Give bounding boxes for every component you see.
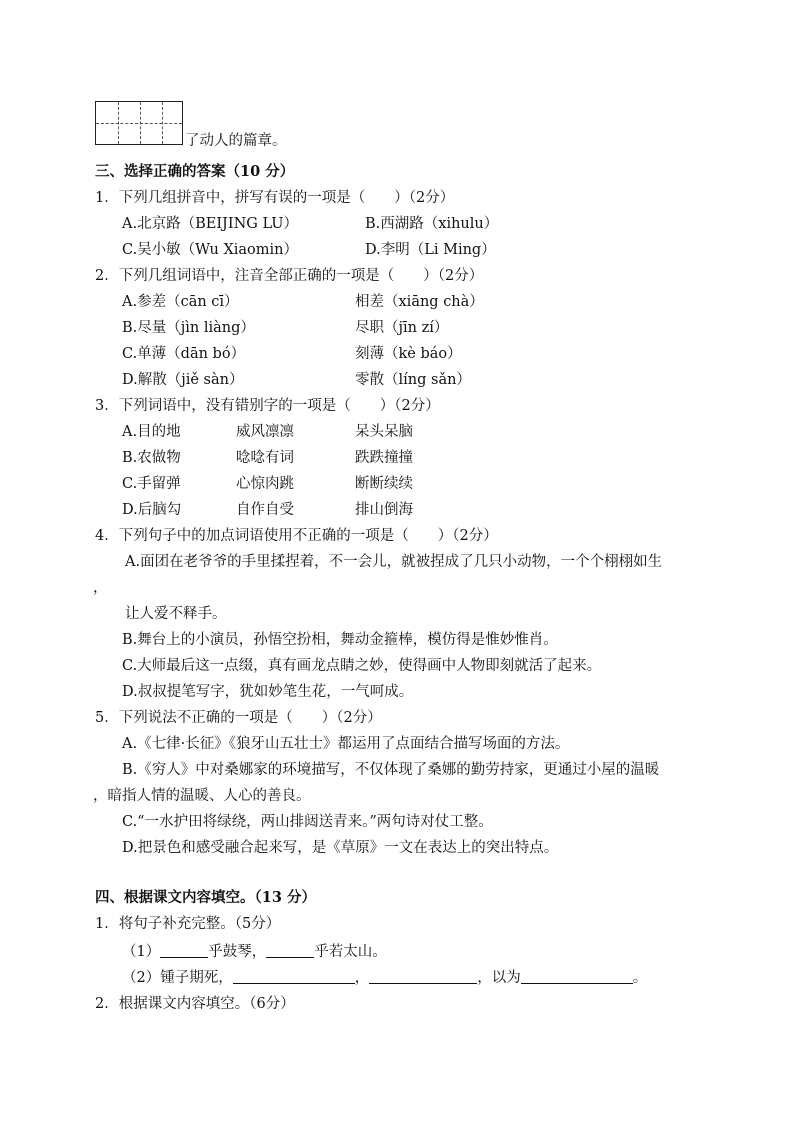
q4-option-a-line1: A.面团在老爷爷的手里揉捏着，不一会儿，就被捏成了几只小动物，一个个栩栩如生	[125, 554, 663, 570]
q5-stem: 5．下列说法不正确的一项是（ ）（2分）	[95, 710, 382, 726]
fill-blank-1[interactable]	[160, 943, 208, 958]
q2-option-c-1: C.单薄（dān bó）	[122, 346, 246, 362]
section-3-title: 三、选择正确的答案（10 分）	[95, 163, 295, 180]
q3-d-1: D.后脑勾	[122, 502, 182, 518]
s4-q1-line2-sep1: ，	[354, 970, 370, 986]
q2-stem: 2．下列几组词语中，注音全部正确的一项是（ ）（2分）	[95, 268, 484, 284]
s4-q1-line1-index: （1）	[122, 944, 161, 960]
q3-b-2: 唸唸有词	[236, 450, 294, 466]
s4-q1-line1-text-c: 乎若太山。	[314, 944, 387, 960]
q3-c-2: 心惊肉跳	[236, 476, 294, 492]
q3-c-3: 断断续续	[355, 476, 413, 492]
q4-option-a-comma: ，	[93, 580, 108, 596]
q1-stem: 1．下列几组拼音中，拼写有误的一项是（ ）（2分）	[95, 190, 455, 206]
q5-option-c: C.“一水护田将绿绕，两山排闼送青来。”两句诗对仗工整。	[122, 814, 493, 830]
q3-d-3: 排山倒海	[355, 502, 413, 518]
q4-option-d: D.叔叔提笔写字，犹如妙笔生花，一气呵成。	[122, 684, 414, 700]
q5-option-b-line1: B.《穷人》中对桑娜家的环境描写，不仅体现了桑娜的勤劳持家，更通过小屋的温暖	[122, 762, 660, 778]
q3-a-1: A.目的地	[122, 424, 181, 440]
s4-q1-stem: 1．将句子补充完整。（5分）	[95, 916, 281, 932]
s4-q1-line2-text-a: （2）锺子期死，	[122, 970, 233, 986]
q5-option-d: D.把景色和感受融合起来写，是《草原》一文在表达上的突出特点。	[122, 840, 559, 856]
q3-stem: 3．下列词语中，没有错别字的一项是（ ）（2分）	[95, 398, 440, 414]
section-4-title: 四、根据课文内容填空。（13 分）	[95, 889, 316, 906]
fill-blank-4[interactable]	[369, 969, 477, 984]
q4-option-b: B.舞台上的小演员，孙悟空扮相，舞动金箍棒，模仿得是惟妙惟肖。	[122, 632, 558, 648]
q3-b-1: B.农做物	[122, 450, 181, 466]
q3-a-2: 威风凛凛	[236, 424, 294, 440]
q2-option-b-1: B.尽量（jìn liàng）	[122, 320, 255, 336]
s4-q1-line2	[122, 968, 647, 988]
q3-a-3: 呆头呆脑	[355, 424, 413, 440]
q1-option-c: C.吴小敏（Wu Xiaomin）	[122, 242, 299, 258]
grid-tail-text: 了动人的篇章。	[185, 133, 287, 149]
s4-q1-line1-text-b: 乎鼓琴，	[208, 944, 267, 960]
q2-option-b-2: 尽职（jīn zí）	[355, 320, 449, 336]
q1-option-b: B.西湖路（xihulu）	[365, 216, 499, 232]
q2-option-d-1: D.解散（jiě sàn）	[122, 372, 244, 388]
q2-option-d-2: 零散（líng sǎn）	[355, 372, 471, 388]
fill-blank-5[interactable]	[521, 969, 633, 984]
fill-blank-3[interactable]	[233, 969, 355, 984]
q2-option-a-1: A.参差（cān cī）	[122, 294, 239, 310]
q3-d-2: 自作自受	[236, 502, 294, 518]
q3-b-3: 跌跌撞撞	[355, 450, 413, 466]
q3-c-1: C.手留弹	[122, 476, 181, 492]
s4-q1-line2-sep2: ，以为	[477, 970, 521, 986]
q4-stem: 4．下列句子中的加点词语使用不正确的一项是（ ）（2分）	[95, 528, 498, 544]
fill-blank-2[interactable]	[266, 943, 314, 958]
q1-option-a: A.北京路（BEIJING LU）	[122, 216, 299, 232]
s4-q1-line1	[122, 942, 387, 962]
q2-option-c-2: 刻薄（kè báo）	[355, 346, 462, 362]
q4-option-c: C.大师最后这一点缀，真有画龙点睛之妙，使得画中人物即刻就活了起来。	[122, 658, 602, 674]
q4-option-a-line2: 让人爱不释手。	[125, 606, 227, 622]
q5-option-a: A.《七律·长征》《狼牙山五壮士》都运用了点面结合描写场面的方法。	[122, 736, 570, 752]
q5-option-b-line2: ，暗指人情的温暖、人心的善良。	[93, 788, 311, 804]
s4-q1-line2-end: 。	[632, 970, 648, 986]
q1-option-d: D.李明（Li Ming）	[365, 242, 496, 258]
s4-q2-stem: 2．根据课文内容填空。（6分）	[95, 996, 295, 1012]
q2-option-a-2: 相差（xiāng chà）	[355, 294, 484, 310]
writing-grid	[95, 101, 183, 145]
